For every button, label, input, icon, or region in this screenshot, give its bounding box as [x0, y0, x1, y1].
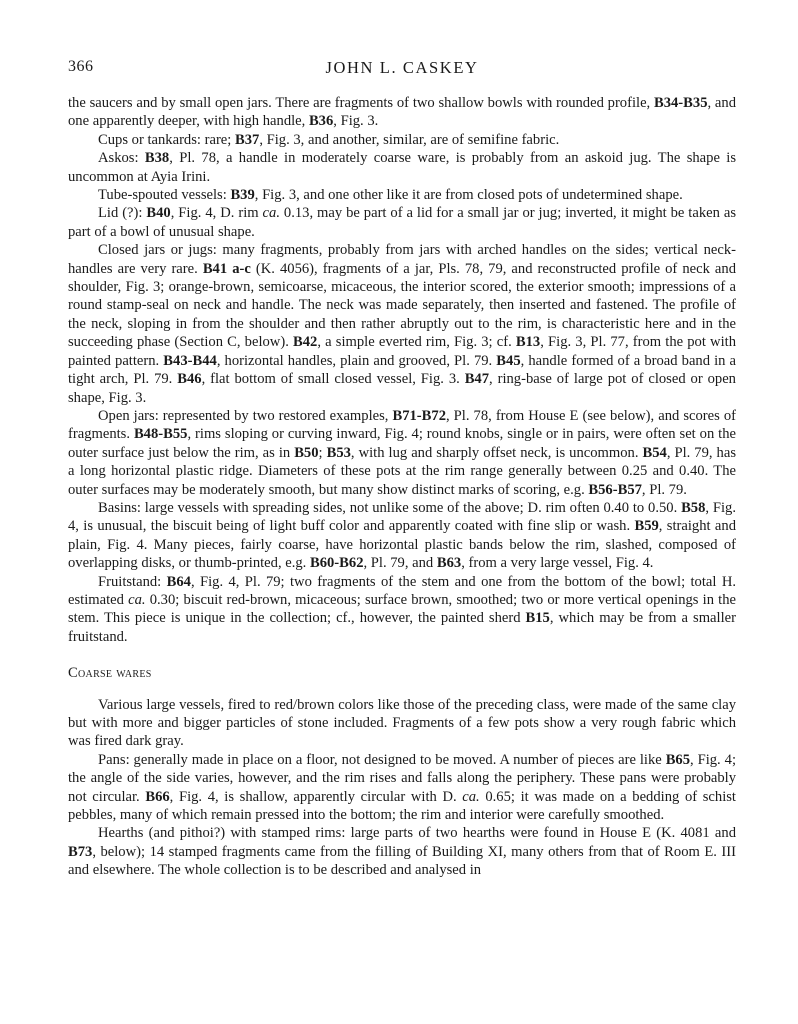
text-run: , ring-base of large pot of closed or open shape, Fig. 3. [68, 371, 736, 406]
paragraph [68, 407, 736, 499]
text-run: , from a very large vessel, Fig. 4. [461, 555, 654, 572]
text-run: 0.13, may be part of a lid for a small jar or jug; inverted, it might be taken as part of a bowl of unusual shape. [68, 205, 736, 240]
text-run: , horizontal handles, plain and grooved, Pl. 79. [216, 352, 497, 369]
catalogue-number: B13 [515, 334, 541, 351]
text-run: , Fig. 3, and one other like it are from closed pots of undetermined shape. [254, 187, 683, 204]
catalogue-number: B63 [436, 555, 462, 572]
text-run: ; [318, 444, 327, 461]
text-run: , Fig. 3, and another, similar, are of semifine fabric. [259, 131, 560, 148]
text-run: Open jars: represented by two restored examples, [98, 407, 393, 424]
catalogue-number: B58 [681, 499, 706, 516]
text-run: , Fig. 3, Pl. 77, from the pot with painted pattern. [68, 334, 737, 369]
text-run: Askos: [98, 150, 145, 167]
catalogue-number: B42 [293, 334, 318, 351]
text-run: Cups or tankards: rare; [98, 131, 235, 148]
catalogue-number: B65 [665, 751, 691, 768]
text-run: Pans: generally made in place on a floor, not designed to be moved. A number of pieces are like [98, 751, 666, 768]
italic-text: ca. [262, 205, 280, 222]
text-run: (K. 4056), fragments of a jar, Pls. 78, 79, and reconstructed profile of neck and shoulder, Fig. 3; orange-brown, semicoarse, micaceous, the interior scored, the exterior smooth; impressions of a round stamp-seal on neck and handle. The neck was made separately, then inserted and fastened. The profile of the neck, sloping in from the shoulder and then rather abruptly out to the rim, is characteristic here and in the succeeding phase (Section C, below). [68, 260, 736, 351]
catalogue-number: B40 [146, 205, 171, 222]
paragraph [68, 186, 736, 204]
paragraph [68, 241, 736, 407]
text-run: , Fig. 4; the angle of the side varies, however, and the rim rises and falls along the periphery. These pans were probably not circular. [68, 751, 736, 805]
text-run: , Pl. 79, has a long horizontal plastic ridge. Diameters of these pots at the rim range generally between 0.25 and 0.40. The outer surfaces may be moderately smooth, but many show distinct marks of scoring, e.g. [68, 444, 737, 498]
body-text [68, 94, 736, 880]
catalogue-number: B48-B55 [133, 426, 188, 443]
italic-text: ca. [462, 788, 480, 805]
catalogue-number: B54 [642, 444, 667, 461]
paragraph [68, 573, 736, 647]
catalogue-number: B37 [234, 131, 260, 148]
text-run: Hearths (and pithoi?) with stamped rims: large parts of two hearths were found in House E (K. 4081 and [98, 825, 736, 842]
catalogue-number: B46 [177, 371, 202, 388]
catalogue-number: B36 [308, 113, 334, 130]
running-title: JOHN L. CASKEY [325, 58, 479, 77]
paragraph [68, 824, 736, 879]
catalogue-number: B47 [464, 371, 490, 388]
text-run: , Fig. 4, Pl. 79; two fragments of the stem and one from the bottom of the bowl; total H. estimated [68, 573, 737, 608]
text-run: 0.65; it was made on a bedding of schist pebbles, many of which remain pressed into the bottom; the rim and interior were carefully smoothed. [68, 788, 736, 824]
text-run: , which may be from a smaller fruitstand. [68, 610, 736, 645]
italic-text: ca. [128, 591, 146, 608]
paragraph [68, 131, 736, 149]
paragraph [68, 751, 736, 825]
catalogue-number: B56-B57 [588, 481, 642, 498]
text-run: , Fig. 3. [333, 113, 379, 130]
text-run: , Pl. 78, from House E (see below), and scores of fragments. [68, 407, 736, 443]
catalogue-number: B15 [525, 610, 550, 627]
catalogue-number: B73 [68, 843, 93, 860]
text-run: , below); 14 stamped fragments came from the filling of Building XI, many others from that of Room E. III and elsewhere. The whole collection is to be described and analysed in [68, 843, 736, 879]
text-run: , Fig. 4, D. rim [170, 205, 263, 222]
catalogue-number: B41 a-c [202, 260, 251, 277]
text-run: , a simple everted rim, Fig. 3; cf. [317, 334, 516, 351]
text-run: , straight and plain, Fig. 4. Many pieces, fairly coarse, have horizontal plastic bands below the rim, slashed, composed of overlapping disks, or thumb-printed, e.g. [68, 518, 736, 572]
text-run: Fruitstand: [98, 573, 167, 590]
text-run: , handle formed of a broad band in a tight arch, Pl. 79. [68, 352, 737, 388]
catalogue-number: B39 [230, 187, 255, 204]
text-run: , Pl. 78, a handle in moderately coarse ware, is probably from an askoid jug. The shape is uncommon at Ayia Irini. [68, 150, 736, 185]
catalogue-number: B45 [496, 352, 521, 369]
paragraph [68, 94, 736, 131]
text-run: , Fig. 4, is shallow, apparently circular with D. [169, 788, 463, 805]
catalogue-number: B59 [634, 518, 659, 535]
text-run: Tube-spouted vessels: [98, 187, 231, 204]
paragraph [68, 204, 736, 241]
pottery-class-paragraphs [68, 94, 736, 646]
text-run: Closed jars or jugs: many fragments, probably from jars with arched handles on the sides; vertical neck-handles are very rare. [68, 242, 736, 277]
catalogue-number: B50 [294, 444, 319, 461]
paragraph [68, 499, 736, 573]
section-heading: Coarse wares [68, 665, 152, 682]
catalogue-number: B64 [166, 573, 191, 590]
text-run: , Pl. 79, and [363, 555, 437, 572]
text-run: 0.30; biscuit red-brown, micaceous; surface brown, smoothed; two or more vertical openings in the stem. This piece is unique in the collection; cf., however, the painted sherd [68, 591, 736, 627]
text-run: , and one apparently deeper, with high handle, [68, 95, 736, 130]
text-run: , Fig. 4, is unusual, the biscuit being of light buff color and apparently coated with fine slip or wash. [68, 499, 736, 535]
catalogue-number: B60-B62 [309, 555, 364, 572]
catalogue-number: B66 [145, 788, 170, 805]
text-run: , with lug and sharply offset neck, is uncommon. [350, 444, 643, 461]
coarse-wares-paragraphs [68, 696, 736, 880]
paragraph [68, 696, 736, 751]
paragraph [68, 149, 736, 186]
catalogue-number: B38 [144, 150, 170, 167]
text-run: the saucers and by small open jars. There are fragments of two shallow bowls with rounded profile, [68, 95, 654, 111]
text-run: Basins: large vessels with spreading sides, not unlike some of the above; D. rim often 0.40 to 0.50. [98, 499, 682, 516]
catalogue-number: B53 [326, 444, 351, 461]
catalogue-number: B71-B72 [392, 407, 446, 424]
catalogue-number: B34-B35 [653, 95, 708, 111]
text-run: Various large vessels, fired to red/brown colors like those of the preceding class, were made of the same clay but with more and bigger particles of stone included. Fragments of a few pots show a very rough fabric which was fired dark gray. [68, 696, 736, 750]
page-header [68, 0, 736, 77]
text-run: , flat bottom of small closed vessel, Fig. 3. [201, 371, 465, 388]
text-run: , rims sloping or curving inward, Fig. 4; round knobs, single or in pairs, were often set on the outer surface just below the rim, as in [68, 426, 736, 461]
page-number: 366 [68, 58, 94, 75]
text-run: Lid (?): [98, 205, 147, 222]
text-run: , Pl. 79. [641, 481, 687, 498]
catalogue-number: B43-B44 [163, 352, 217, 369]
